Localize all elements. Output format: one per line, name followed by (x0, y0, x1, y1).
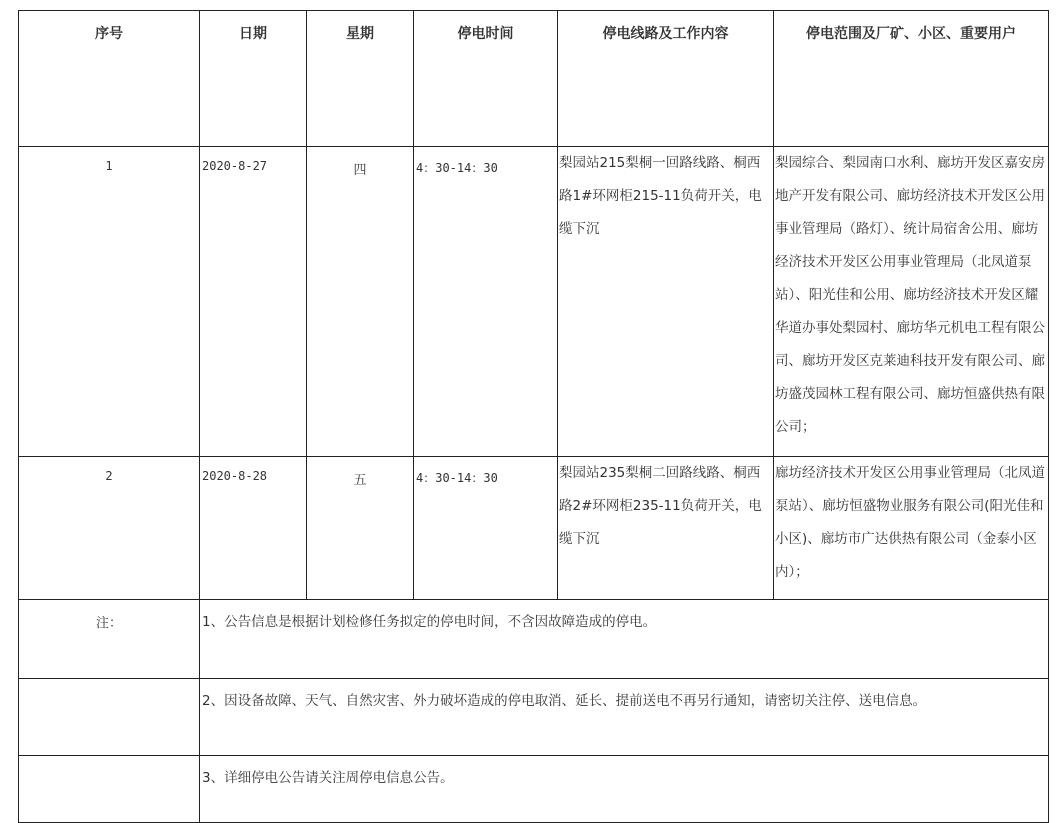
note-item-3: 3、详细停电公告请关注周停电信息公告。 (200, 756, 1049, 823)
header-line: 停电线路及工作内容 (558, 11, 774, 147)
note-item-1: 1、公告信息是根据计划检修任务拟定的停电时间，不含因故障造成的停电。 (200, 600, 1049, 679)
cell-no: 1 (19, 147, 200, 457)
cell-scope: 梨园综合、梨园南口水利、廊坊开发区嘉安房地产开发有限公司、廊坊经济技术开发区公用事业管理局（路灯）、统计局宿舍公用、廊坊经济技术开发区公用事业管理局（北凤道泵站）、阳光佳和公用、廊坊经济技术开发区耀华道办事处梨园村、廊坊华元机电工程有限公司、廊坊开发区克莱迪科技开发有限公司、廊坊盛茂园林工程有限公司、廊坊恒盛供热有限公司； (774, 147, 1049, 457)
cell-date: 2020-8-27 (200, 147, 307, 457)
header-scope: 停电范围及厂矿、小区、重要用户 (774, 11, 1049, 147)
table-row (19, 457, 1049, 600)
outage-notice-table (18, 10, 1049, 823)
note-row (19, 679, 1049, 756)
cell-date: 2020-8-28 (200, 457, 307, 600)
header-no: 序号 (19, 11, 200, 147)
header-row (19, 11, 1049, 147)
cell-scope: 廊坊经济技术开发区公用事业管理局（北凤道泵站）、廊坊恒盛物业服务有限公司(阳光佳和小区)、廊坊市广达供热有限公司（金泰小区内）； (774, 457, 1049, 600)
note-label-empty (19, 756, 200, 823)
note-row (19, 600, 1049, 679)
cell-line: 梨园站215梨桐一回路线路、桐西路1#环网柜215-11负荷开关，电缆下沉 (558, 147, 774, 457)
header-time: 停电时间 (414, 11, 558, 147)
note-row (19, 756, 1049, 823)
table-row (19, 147, 1049, 457)
cell-line: 梨园站235梨桐二回路线路、桐西路2#环网柜235-11负荷开关，电缆下沉 (558, 457, 774, 600)
note-item-2: 2、因设备故障、天气、自然灾害、外力破坏造成的停电取消、延长、提前送电不再另行通知，请密切关注停、送电信息。 (200, 679, 1049, 756)
cell-no: 2 (19, 457, 200, 600)
cell-time: 4：30-14：30 (414, 147, 558, 457)
cell-time: 4：30-14：30 (414, 457, 558, 600)
note-label: 注： (19, 600, 200, 679)
cell-weekday: 五 (307, 457, 414, 600)
header-weekday: 星期 (307, 11, 414, 147)
cell-weekday: 四 (307, 147, 414, 457)
header-date: 日期 (200, 11, 307, 147)
note-label-empty (19, 679, 200, 756)
